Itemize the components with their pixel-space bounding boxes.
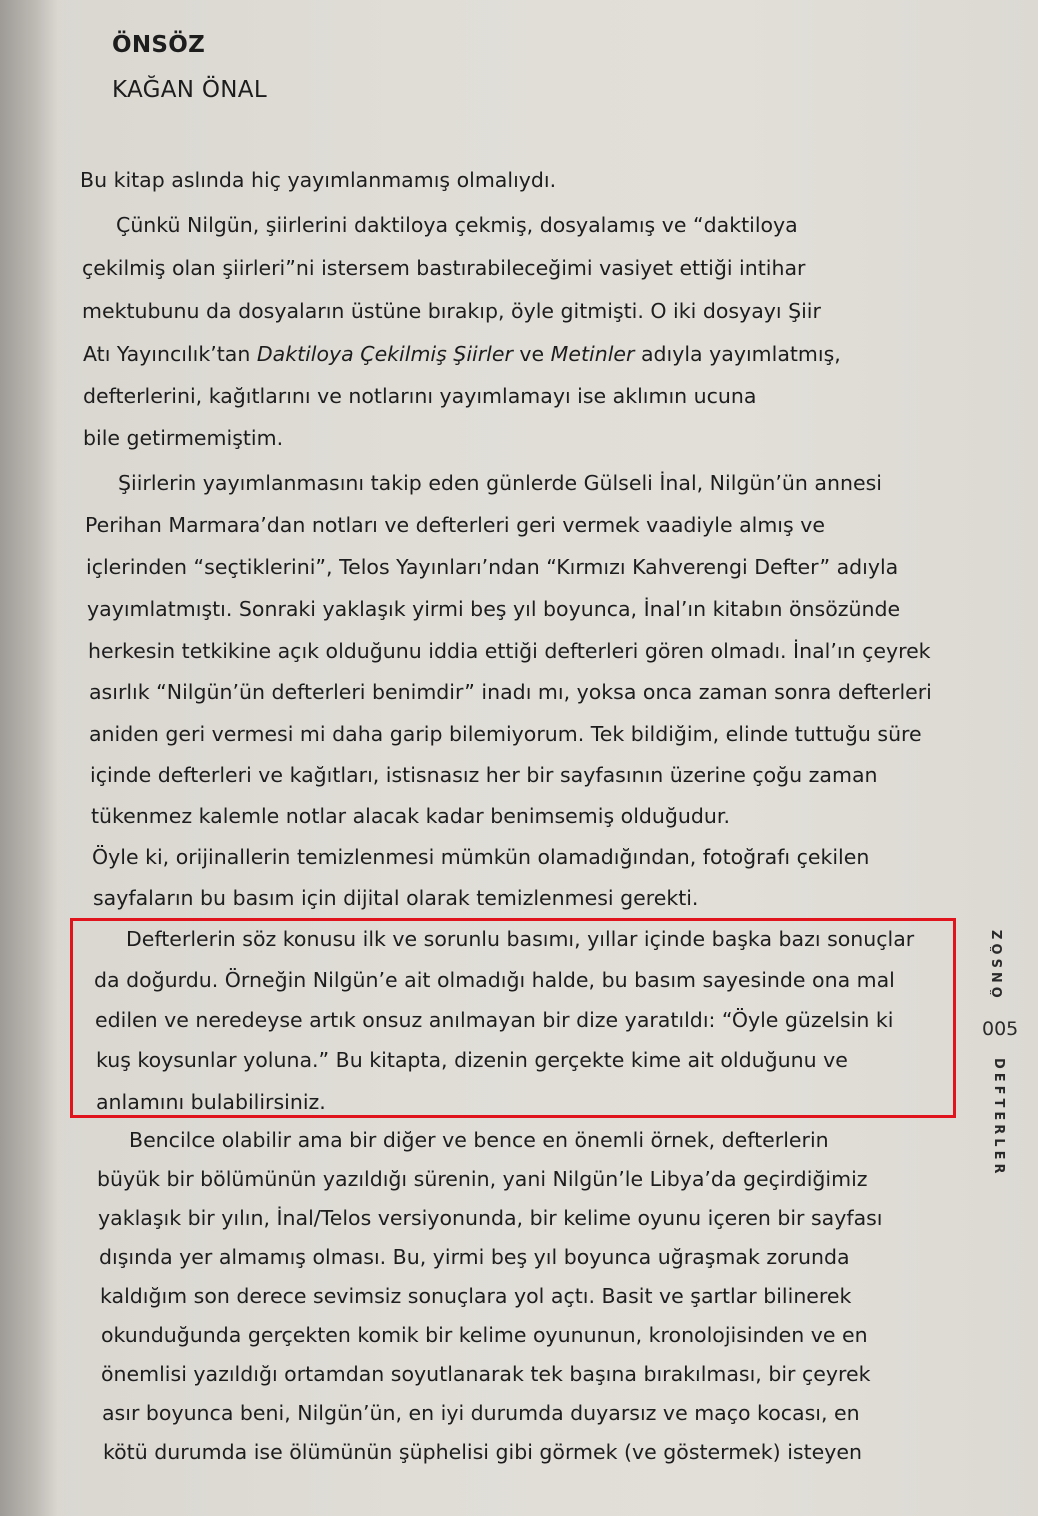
body-line: bile getirmemiştim.: [83, 426, 284, 450]
body-line: yaklaşık bir yılın, İnal/Telos versiyonunda, bir kelime oyunu içeren bir sayfası: [98, 1206, 883, 1230]
body-line: aniden geri vermesi mi daha garip bilemiyorum. Tek bildiğim, elinde tuttuğu süre: [89, 722, 922, 746]
body-line: Şiirlerin yayımlanmasını takip eden günlerde Gülseli İnal, Nilgün’ün annesi: [118, 471, 882, 495]
body-line: içinde defterleri ve kağıtları, istisnasız her bir sayfasının üzerine çoğu zaman: [90, 763, 878, 787]
body-line: kötü durumda ise ölümünün şüphelisi gibi görmek (ve göstermek) isteyen: [103, 1440, 862, 1464]
body-line: dışında yer almamış olması. Bu, yirmi beş yıl boyunca uğraşmak zorunda: [99, 1245, 850, 1269]
body-line: defterlerini, kağıtlarını ve notlarını yayımlamayı ise aklımın ucuna: [83, 384, 757, 408]
body-line: asırlık “Nilgün’ün defterleri benimdir” inadı mı, yoksa onca zaman sonra defterleri: [89, 680, 932, 704]
book-running-head: DEFTERLER: [991, 1058, 1006, 1178]
highlighted-line: da doğurdu. Örneğin Nilgün’e ait olmadığı halde, bu basım sayesinde ona mal: [94, 968, 895, 992]
body-line: Öyle ki, orijinallerin temizlenmesi mümkün olamadığından, fotoğrafı çekilen: [92, 845, 870, 869]
highlighted-line: anlamını bulabilirsiniz.: [96, 1090, 326, 1114]
body-line: asır boyunca beni, Nilgün’ün, en iyi durumda duyarsız ve maço kocası, en: [102, 1401, 860, 1425]
highlight-box: [70, 918, 956, 1118]
body-line: sayfaların bu basım için dijital olarak temizlenmesi gerekti.: [93, 886, 699, 910]
body-line: Bu kitap aslında hiç yayımlanmamış olmalıydı.: [80, 168, 557, 192]
body-line: yayımlatmıştı. Sonraki yaklaşık yirmi beş yıl boyunca, İnal’ın kitabın önsözünde: [87, 597, 901, 621]
body-line: Bencilce olabilir ama bir diğer ve bence en önemli örnek, defterlerin: [129, 1128, 829, 1152]
body-line: içlerinden “seçtiklerini”, Telos Yayınları’ndan “Kırmızı Kahverengi Defter” adıyla: [86, 555, 899, 579]
section-running-head: ÖNSÖZ: [991, 926, 1006, 998]
body-line-part: adıyla yayımlatmış,: [634, 342, 841, 366]
body-line: büyük bir bölümünün yazıldığı sürenin, yani Nilgün’le Libya’da geçirdiğimiz: [97, 1167, 868, 1191]
body-line: tükenmez kalemle notlar alacak kadar benimsemiş olduğudur.: [91, 804, 730, 828]
book-title: Daktiloya Çekilmiş Şiirler: [256, 342, 513, 366]
body-line-part: ve: [512, 342, 551, 366]
chapter-title: ÖNSÖZ: [112, 32, 206, 58]
highlighted-line: Defterlerin söz konusu ilk ve sorunlu basımı, yıllar içinde başka bazı sonuçlar: [126, 927, 915, 951]
body-line-with-titles: [83, 344, 841, 365]
highlighted-line: kuş koysunlar yoluna.” Bu kitapta, dizenin gerçekte kime ait olduğunu ve: [96, 1048, 848, 1072]
body-line: Çünkü Nilgün, şiirlerini daktiloya çekmiş, dosyalamış ve “daktiloya: [116, 213, 798, 237]
body-line: mektubunu da dosyaların üstüne bırakıp, öyle gitmişti. O iki dosyayı Şiir: [82, 299, 821, 323]
body-line: çekilmiş olan şiirleri”ni istersem bastırabileceğimi vasiyet ettiği intihar: [82, 256, 806, 280]
book-gutter: [0, 0, 58, 1516]
body-line: önemlisi yazıldığı ortamdan soyutlanarak tek başına bırakılması, bir çeyrek: [101, 1362, 871, 1386]
body-line-part: Atı Yayıncılık’tan: [83, 342, 257, 366]
page-number: 005: [982, 1018, 1019, 1040]
body-line: kaldığım son derece sevimsiz sonuçlara yol açtı. Basit ve şartlar bilinerek: [100, 1284, 852, 1308]
author-name: KAĞAN ÖNAL: [112, 77, 267, 103]
body-line: herkesin tetkikine açık olduğunu iddia ettiği defterleri gören olmadı. İnal’ın çeyrek: [88, 639, 931, 663]
body-line: okunduğunda gerçekten komik bir kelime oyununun, kronolojisinden ve en: [101, 1323, 868, 1347]
highlighted-line: edilen ve neredeyse artık onsuz anılmayan bir dize yaratıldı: “Öyle güzelsin ki: [95, 1008, 894, 1032]
body-line: Perihan Marmara’dan notları ve defterleri geri vermek vaadiyle almış ve: [85, 513, 825, 537]
book-title: Metinler: [550, 342, 635, 366]
